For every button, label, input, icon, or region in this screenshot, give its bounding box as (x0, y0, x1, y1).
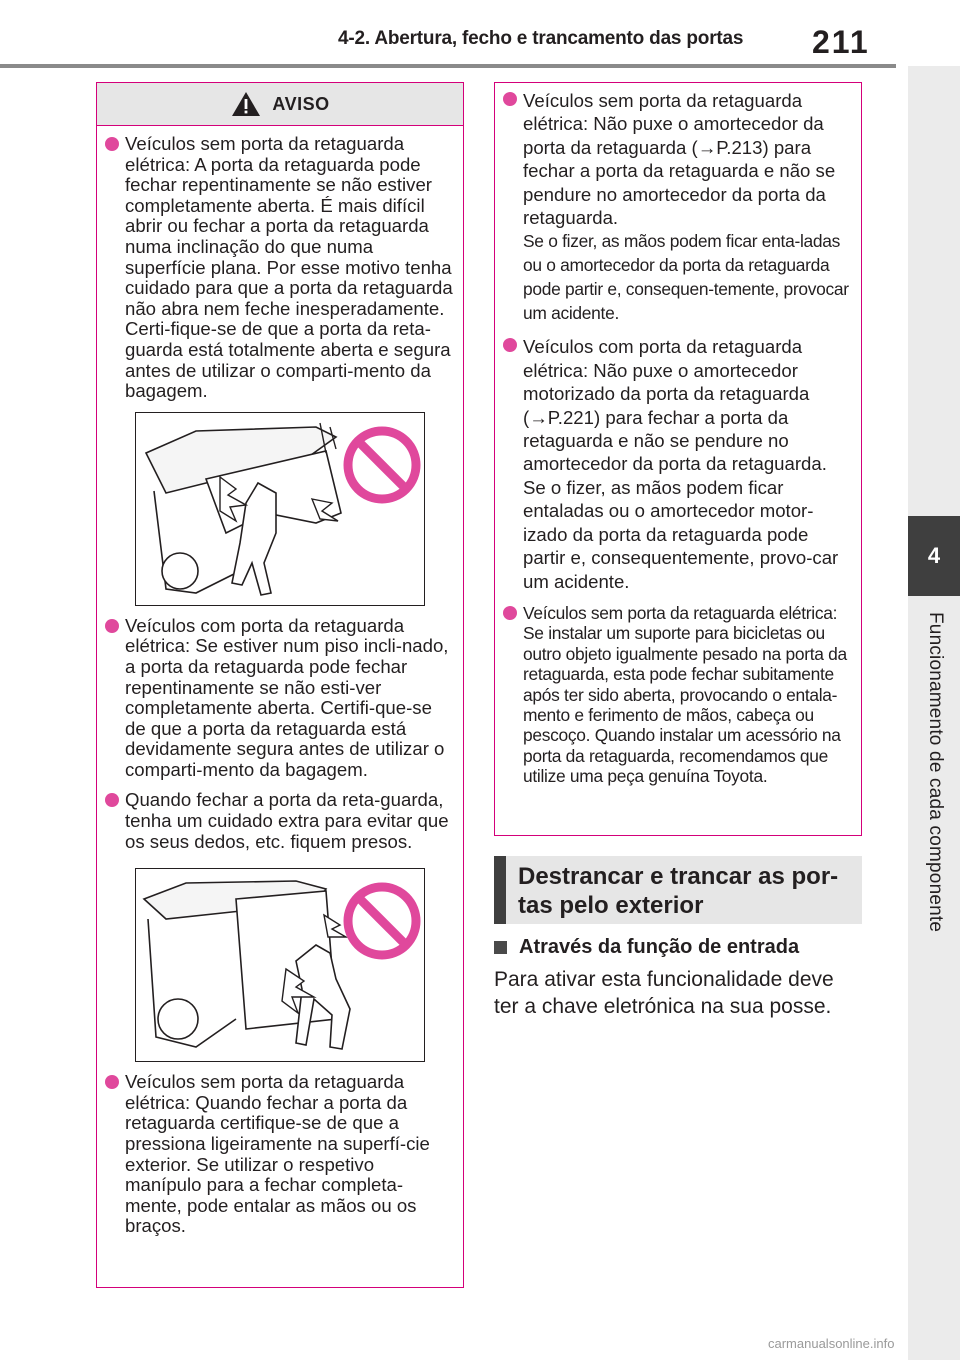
warning-item (101, 1072, 455, 1237)
bullet-dot-icon (503, 606, 517, 620)
warning-header (97, 83, 463, 126)
square-bullet-icon (494, 941, 507, 954)
bullet-dot-icon (105, 1075, 119, 1089)
warning-item (499, 89, 853, 325)
body-paragraph: Para ativar esta funcionalidade deve ter a chave eletrónica na sua posse. (494, 968, 834, 1018)
warning-item (101, 616, 455, 781)
warning-text: Veículos sem porta da retaguarda elétrica: A porta da retaguarda pode fechar repentinamente se não estiver completamente aberta. É mais difícil abrir ou fechar a porta da retaguarda numa inclinação do que numa superfície plana. Por esse motivo tenha cuidado para que a porta da retaguarda não abra nem feche inesperadamente. Certi-fique-se de que a porta da reta-guarda está totalmente aberta e segura antes de utilizar o comparti-mento da bagagem. (125, 133, 453, 402)
warning-item (101, 790, 455, 852)
warning-text: Veículos sem porta da retaguarda elétrica: Não puxe o amortecedor da porta da retaguarda (→P.213) para fechar a porta da retaguarda e não se pendure no amortecedor da porta da retaguarda. (523, 90, 836, 229)
chapter-tab[interactable]: 4 (908, 516, 960, 596)
page-header-title: 4-2. Abertura, fecho e trancamento das portas (338, 28, 744, 49)
section-heading: Destrancar e trancar as por-tas pelo exterior (494, 856, 862, 924)
bullet-dot-icon (503, 92, 517, 106)
warning-item (499, 603, 853, 787)
bullet-dot-icon (105, 137, 119, 151)
illustration-finger-pinch (135, 868, 425, 1062)
car-tailgate-illustration (136, 413, 424, 605)
warning-title: AVISO (272, 93, 330, 114)
warning-item (101, 134, 455, 402)
bullet-dot-icon (503, 338, 517, 352)
page-number: 211 (812, 24, 870, 60)
chapter-label: Funcionamento de cada componente (925, 612, 946, 933)
warning-box-right (494, 82, 862, 836)
sub-heading-text: Através da função de entrada (519, 936, 800, 958)
warning-item (499, 335, 853, 592)
warning-text: Veículos sem porta da retaguarda elétrica: Quando fechar a porta da retaguarda certifique-se de que a pressiona ligeiramente na superfí-cie exterior. Se utilizar o respetivo manípulo para a fechar completa-mente, pode entalar as mãos ou os braços. (125, 1071, 430, 1237)
bullet-dot-icon (105, 619, 119, 633)
warning-text: Quando fechar a porta da reta-guarda, tenha um cuidado extra para evitar que os seus dedos, etc. fiquem presos. (125, 789, 449, 852)
illustration-tailgate-slope (135, 412, 425, 606)
warning-text: Veículos sem porta da retaguarda elétrica: Se instalar um suporte para bicicletas ou outro objeto igualmente pesado na porta da retaguarda, esta pode fechar subitamente após ter sido aberta, provocando o entala-mento e ferimento de mãos, cabeça ou pescoço. Quando instalar um acessório na porta da retaguarda, recomendamos que utilize uma peça genuína Toyota. (523, 602, 847, 787)
car-closing-illustration (136, 869, 424, 1061)
header-rule (0, 64, 896, 68)
warning-box-left (96, 82, 464, 1288)
warning-text: Veículos com porta da retaguarda elétrica: Não puxe o amortecedor motorizado da porta da retaguarda (→P.221) para fechar a porta da retaguarda e não se pendure no amortecedor da porta da retaguarda. (523, 336, 827, 475)
warning-extra-text: Se o fizer, as mãos podem ficar enta-ladas ou o amortecedor da porta da retaguarda pode partir e, consequen-temente, provocar um acidente. (523, 231, 849, 324)
bullet-dot-icon (105, 793, 119, 807)
warning-text: Veículos com porta da retaguarda elétrica: Se estiver num piso incli-nado, a porta da retaguarda pode fechar repentinamente se não esti-ver completamente aberta. Certifi-que-se de que a porta da retaguarda está devidamente segura antes de utilizar o comparti-mento da bagagem. (125, 614, 449, 780)
warning-triangle-icon (230, 90, 262, 118)
watermark: carmanualsonline.info (768, 1336, 895, 1351)
sub-heading (494, 936, 799, 959)
warning-extra-text: Se o fizer, as mãos podem ficar entaladas ou o amortecedor motor-izado da porta da retaguarda pode partir e, consequentemente, provo-car um acidente. (523, 476, 839, 592)
